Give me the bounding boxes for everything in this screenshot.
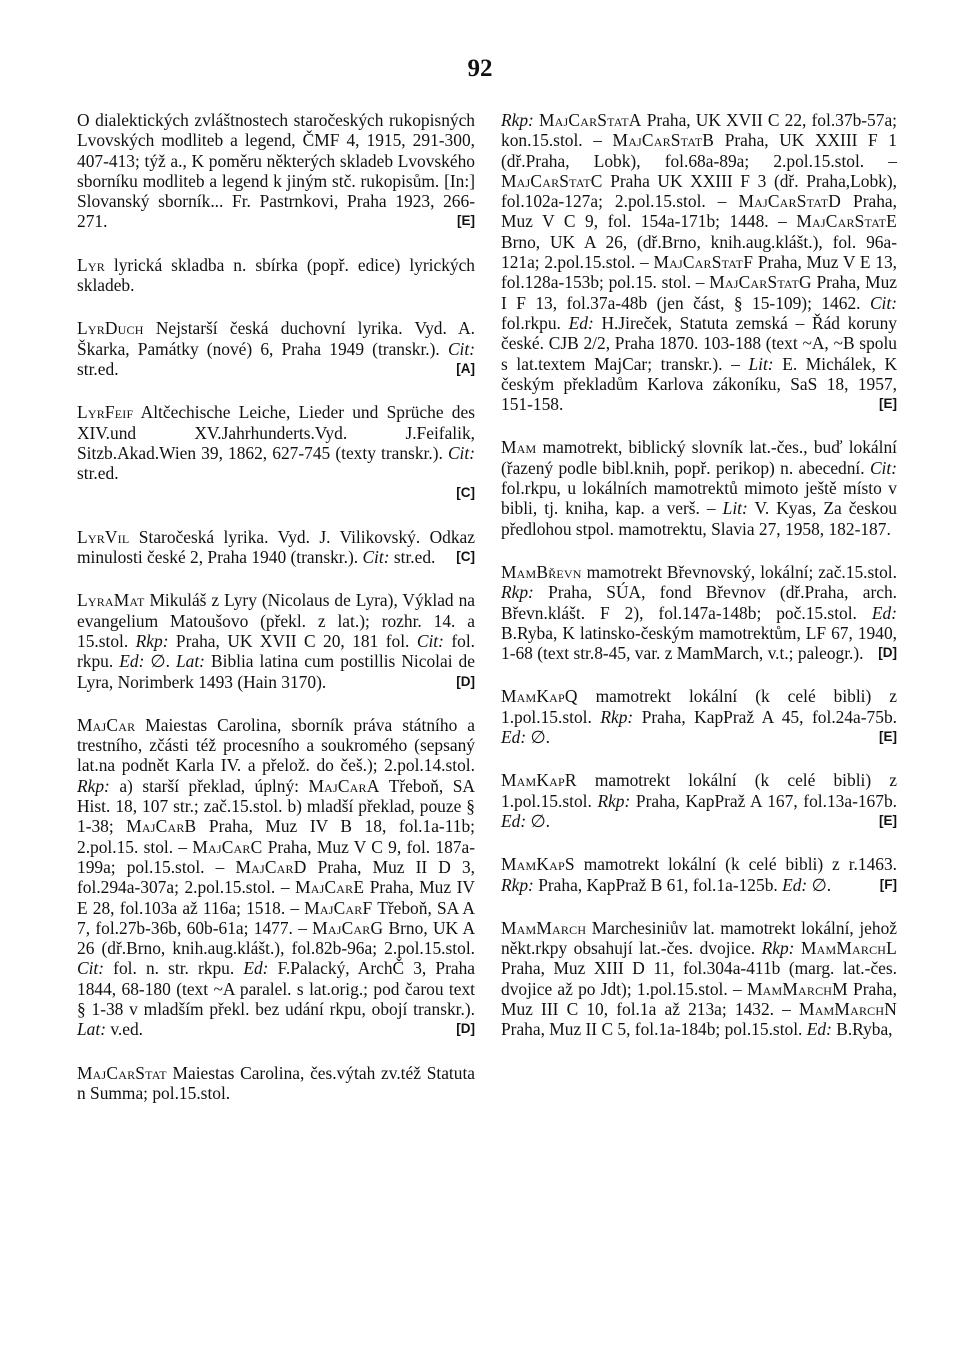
category-code: [E] xyxy=(879,729,897,745)
ed-label: Ed: xyxy=(568,312,594,333)
ed-label: Ed: xyxy=(782,874,808,895)
rkp-label: Rkp: xyxy=(501,110,534,130)
entry-text: Třeboň, SA A 7, fol.27b-36b, 60b-61a; 1477. – xyxy=(77,897,475,938)
rkp-label: Rkp: xyxy=(600,706,634,727)
entry-siglum: MamMarch xyxy=(501,917,587,938)
manuscript-siglum: MajCarStatD xyxy=(738,191,842,212)
entry-majcar xyxy=(77,715,475,1040)
rkp-label: Rkp: xyxy=(501,874,534,895)
entry-text: ∅. xyxy=(807,874,832,895)
entry-text: fol.rkpu, u lokálních mamotrektů mimoto ještě místo v bibli, tj. kniha, kap. a verš. – xyxy=(501,478,897,519)
entry-text: str.ed. xyxy=(77,463,119,484)
entry-mammarch xyxy=(501,918,897,1040)
manuscript-siglum: MajCarStatC xyxy=(501,170,603,191)
entry-text: B.Ryba, K latinsko-českým mamotrektům, LF 67, 1940, 1-68 (text str.8-45, var. z MamMarch, v.t.; paleogr.). xyxy=(501,622,897,664)
manuscript-siglum: MajCarA xyxy=(308,775,380,796)
cit-label: Cit: xyxy=(447,442,475,463)
entry-siglum: LyrVil xyxy=(77,526,130,547)
entry-text: V. Kyas, Za českou předlohou stpol. mamotrektu, Slavia 27, 1958, 182-187. xyxy=(501,498,897,539)
manuscript-siglum: MajCarStatE xyxy=(796,211,897,232)
entry-text: Praha, Muz V E 13, fol.128a-153b; pol.15. stol. – xyxy=(501,252,897,293)
entry-majcarstat-continued xyxy=(501,110,897,414)
entry-text: Praha UK XXIII F 3 (dř. Praha,Lobk), fol.102a-127a; 2.pol.15.stol. – xyxy=(501,170,897,212)
right-column xyxy=(501,110,897,1063)
category-code: [E] xyxy=(457,213,475,229)
entry-text: mamotrekt Břevnovský, lokální; zač.15.stol. xyxy=(581,561,897,582)
cit-label: Cit: xyxy=(77,958,105,979)
entry-text: Maiestas Carolina, čes.výtah zv.též Statuta n Summa; pol.15.stol. xyxy=(77,1062,475,1103)
entry-majcarstat xyxy=(77,1063,475,1104)
entry-text: fol.rkpu. xyxy=(501,312,569,333)
ed-label: Ed: xyxy=(501,810,527,831)
entry-text: Praha, Muz II D 3, fol.294a-307a; 2.pol.15.stol. – xyxy=(77,856,475,898)
entry-continuation xyxy=(77,110,475,232)
rkp-label: Rkp: xyxy=(761,938,795,959)
entry-text: str.ed. xyxy=(77,358,119,379)
entry-lyrfeif xyxy=(77,402,475,503)
entry-text: Maiestas Carolina, sborník práva státního a trestního, zčásti též procesního a soukromého (sepsaný lat.na podnět Karla IV. a přelož. do češ.); 2.pol.14.stol. xyxy=(77,714,475,776)
entry-text: str.ed. xyxy=(389,547,436,568)
entry-text: Praha, Muz IV B 18, fol.1a-11b; 2.pol.15. stol. – xyxy=(77,816,475,857)
category-code: [C] xyxy=(456,549,475,565)
entry-siglum: LyrFeif xyxy=(77,402,134,423)
category-code: [A] xyxy=(456,360,475,376)
entry-text: H.Jireček, Statuta zemská – Řád koruny české. CJB 2/2, Praha 1870. 103-188 (text ~A, ~B spolu s lat.textem MajCar; transkr.). – xyxy=(501,312,897,374)
entry-text: lyrická skladba n. sbírka (popř. edice) lyrických skladeb. xyxy=(77,254,475,296)
entry-text: ∅. xyxy=(526,810,550,831)
left-column xyxy=(77,110,475,1126)
entry-mam xyxy=(501,437,897,538)
entry-text: Praha, KapPraž A 45, fol.24a-75b. xyxy=(633,706,897,727)
entry-text: Altčechische Leiche, Lieder und Sprüche des XIV.und XV.Jahrhunderts.Vyd. J.Feifalik, Sitzb.Akad.Wien 39, 1862, 627-745 (texty transkr.). xyxy=(77,402,475,463)
lat-label: Lat: xyxy=(175,651,205,672)
entry-text: Praha, Muz II C 5, fol.1a-184b; pol.15.stol. xyxy=(501,1019,807,1040)
rkp-label: Rkp: xyxy=(135,630,169,651)
category-code: [D] xyxy=(878,645,897,661)
entry-text: Mikuláš z Lyry (Nicolaus de Lyra), Výklad na evangelium Matoušovo (překl. z lat.); rozhr. 14. a 15.stol. xyxy=(77,590,475,651)
category-code: [D] xyxy=(456,673,475,689)
entry-text: Nejstarší česká duchovní lyrika. Vyd. A. Škarka, Památky (nové) 6, Praha 1949 (transkr.). xyxy=(77,318,475,359)
entry-text: Praha, KapPraž A 167, fol.13a-167b. xyxy=(630,790,897,811)
entry-siglum: MamKapR xyxy=(501,770,577,791)
entry-siglum: LyraMat xyxy=(77,590,145,611)
entry-text: Praha, Muz V C 9, fol. 187a-199a; pol.15.stol. – xyxy=(77,836,475,877)
rkp-label: Rkp: xyxy=(501,582,534,603)
manuscript-siglum: MajCarB xyxy=(126,816,197,837)
entry-mamkapq xyxy=(501,686,897,747)
lit-label: Lit: xyxy=(722,498,748,519)
entry-lyrvil xyxy=(77,527,475,568)
cit-label: Cit: xyxy=(869,292,897,313)
entry-text: F.Palacký, ArchČ 3, Praha 1844, 68-180 (text ~A paralel. s lat.orig.; pod čarou text § 1-38 v mladším překl. bez udání rkpu, obojí transkr.). xyxy=(77,958,475,1019)
entry-text: mamotrekt lokální (k celé bibli) z 1.pol.15.stol. xyxy=(501,770,897,811)
entry-siglum: Mam xyxy=(501,437,537,458)
cit-label: Cit: xyxy=(447,338,475,359)
entry-text: Třeboň, SA Hist. 18, 107 str.; zač.15.stol. b) mladší překlad, pouze § 1-38; xyxy=(77,775,475,837)
entry-text: Biblia latina cum postillis Nicolai de Lyra, Norimberk 1493 (Hain 3170). xyxy=(77,651,475,692)
entry-lyr xyxy=(77,255,475,296)
entry-text: B.Ryba, xyxy=(831,1019,893,1040)
entry-siglum: LyrDuch xyxy=(77,318,144,339)
manuscript-siglum: MamMarchL xyxy=(800,938,897,959)
entry-text: Marchesiniův lat. mamotrekt lokální, jehož někt.rkpy obsahují lat.-čes. dvojice. xyxy=(501,917,897,959)
manuscript-siglum: MajCarG xyxy=(312,917,384,938)
ed-label: Ed: xyxy=(243,958,269,979)
entry-text: mamotrekt lokální (k celé bibli) z 1.pol.15.stol. xyxy=(501,686,897,727)
entry-text: v.ed. xyxy=(106,1019,144,1040)
entry-siglum: Lyr xyxy=(77,254,105,275)
entry-text: Staročeská lyrika. Vyd. J. Vilikovský. Odkaz minulosti české 2, Praha 1940 (transkr.). xyxy=(77,526,475,568)
entry-text: O dialektických zvláštnostech staročeských rukopisných Lvovských modliteb a legend, ČMF 4, 1915, 291-300, 407-413; týž a., K poměru některých skladeb Lvovského sborníku modliteb a legend k jiným stč. rukopisům. [In:] Slovanský sborník... Fr. Pastrnkovi, Praha 1923, 266-271. xyxy=(77,110,475,232)
manuscript-siglum: MamMarchN xyxy=(799,998,897,1019)
entry-siglum: MamKapS xyxy=(501,854,575,875)
entry-lyramat xyxy=(77,590,475,691)
entry-siglum: MajCar xyxy=(77,714,136,735)
entry-mamkapr xyxy=(501,770,897,831)
entry-mambrevn xyxy=(501,562,897,663)
entry-text: Praha, Muz XIII D 11, fol.304a-411b (marg. lat.-čes. dvojice až po Jdt); 1.pol.15.stol. – xyxy=(501,958,897,999)
page-number: 92 xyxy=(467,55,493,82)
category-code: [D] xyxy=(456,1021,475,1037)
entry-text: Praha, UK XVII C 22, fol.37b-57a; kon.15.stol. – xyxy=(501,110,897,151)
entry-text: ∅. xyxy=(144,651,176,672)
entry-text: Praha, SÚA, fond Břevnov (dř.Praha, arch. Břevn.klášt. F 2), fol.147a-148b; poč.15.stol. xyxy=(501,582,897,623)
ed-label: Ed: xyxy=(806,1019,832,1040)
entry-lyrduch xyxy=(77,318,475,379)
entry-siglum: MamBřevn xyxy=(501,561,582,582)
entry-text: E. Michálek, K českým překladům Karlova zákoníku, SaS 18, 1957, 151-158. xyxy=(501,353,898,415)
entry-text: a) starší překlad, úplný: xyxy=(109,775,309,796)
entry-text: Brno, UK A 26 (dř.Brno, knih.aug.klášt.), fol.82b-96a; 2.pol.15.stol. xyxy=(77,917,476,959)
manuscript-siglum: MajCarStatG xyxy=(709,272,812,293)
entry-siglum: MajCarStat xyxy=(77,1062,167,1083)
lit-label: Lit: xyxy=(748,353,774,374)
entry-text: Praha, UK XXIII F 1 (dř.Praha, Lobk), fol.68a-89a; 2.pol.15.stol. – xyxy=(501,130,897,171)
category-code: [E] xyxy=(879,396,897,412)
cit-label: Cit: xyxy=(869,457,897,478)
entry-mamkaps xyxy=(501,854,897,895)
entry-text: Praha, Muz I F 13, fol.37a-48b (jen část, § 15-109); 1462. xyxy=(501,272,897,313)
entry-text: Praha, Muz V C 9, fol. 154a-171b; 1448. – xyxy=(501,191,897,232)
ed-label: Ed: xyxy=(119,651,145,672)
ed-label: Ed: xyxy=(871,602,897,623)
category-code: [E] xyxy=(879,812,897,828)
manuscript-siglum: MajCarC xyxy=(192,836,263,857)
entry-text: mamotrekt lokální (k celé bibli) z r.1463. xyxy=(574,854,897,875)
category-code: [F] xyxy=(879,876,897,892)
manuscript-siglum: MajCarStatB xyxy=(612,130,715,151)
entry-text: fol. rkpu. xyxy=(77,630,476,672)
entry-text: Praha, KapPraž B 61, fol.1a-125b. xyxy=(533,874,783,895)
manuscript-siglum: MajCarE xyxy=(295,877,365,898)
lat-label: Lat: xyxy=(77,1019,106,1040)
rkp-label: Rkp: xyxy=(597,790,631,811)
manuscript-siglum: MajCarStatA xyxy=(539,110,642,130)
manuscript-siglum: MamMarchM xyxy=(746,978,848,999)
entry-text: Praha, Muz IV E 28, fol.103a až 116a; 1518. – xyxy=(77,877,475,918)
entry-text: ∅. xyxy=(526,727,550,748)
manuscript-siglum: MajCarF xyxy=(304,897,373,918)
entry-text: Brno, UK A 26, (dř.Brno, knih.aug.klášt.), fol. 96a-121a; 2.pol.15.stol. – xyxy=(501,231,897,273)
entry-text: mamotrekt, biblický slovník lat.-čes., buď lokální (řazený podle bibl.knih, popř. perikop) n. abecední. xyxy=(501,437,897,478)
manuscript-siglum: MajCarD xyxy=(235,856,307,877)
cit-label: Cit: xyxy=(416,630,444,651)
manuscript-siglum: MajCarStatF xyxy=(653,252,754,273)
ed-label: Ed: xyxy=(501,727,527,748)
entry-text: Praha, Muz III C 10, fol.1a až 213a; 1432. – xyxy=(501,978,898,1019)
entry-text: Praha, UK XVII C 20, 181 fol. xyxy=(168,630,417,651)
entry-siglum: MamKapQ xyxy=(501,686,578,707)
rkp-label: Rkp: xyxy=(77,775,110,796)
category-code: [C] xyxy=(456,485,475,501)
cit-label: Cit: xyxy=(362,547,390,568)
entry-text: fol. n. str. rkpu. xyxy=(104,958,244,979)
